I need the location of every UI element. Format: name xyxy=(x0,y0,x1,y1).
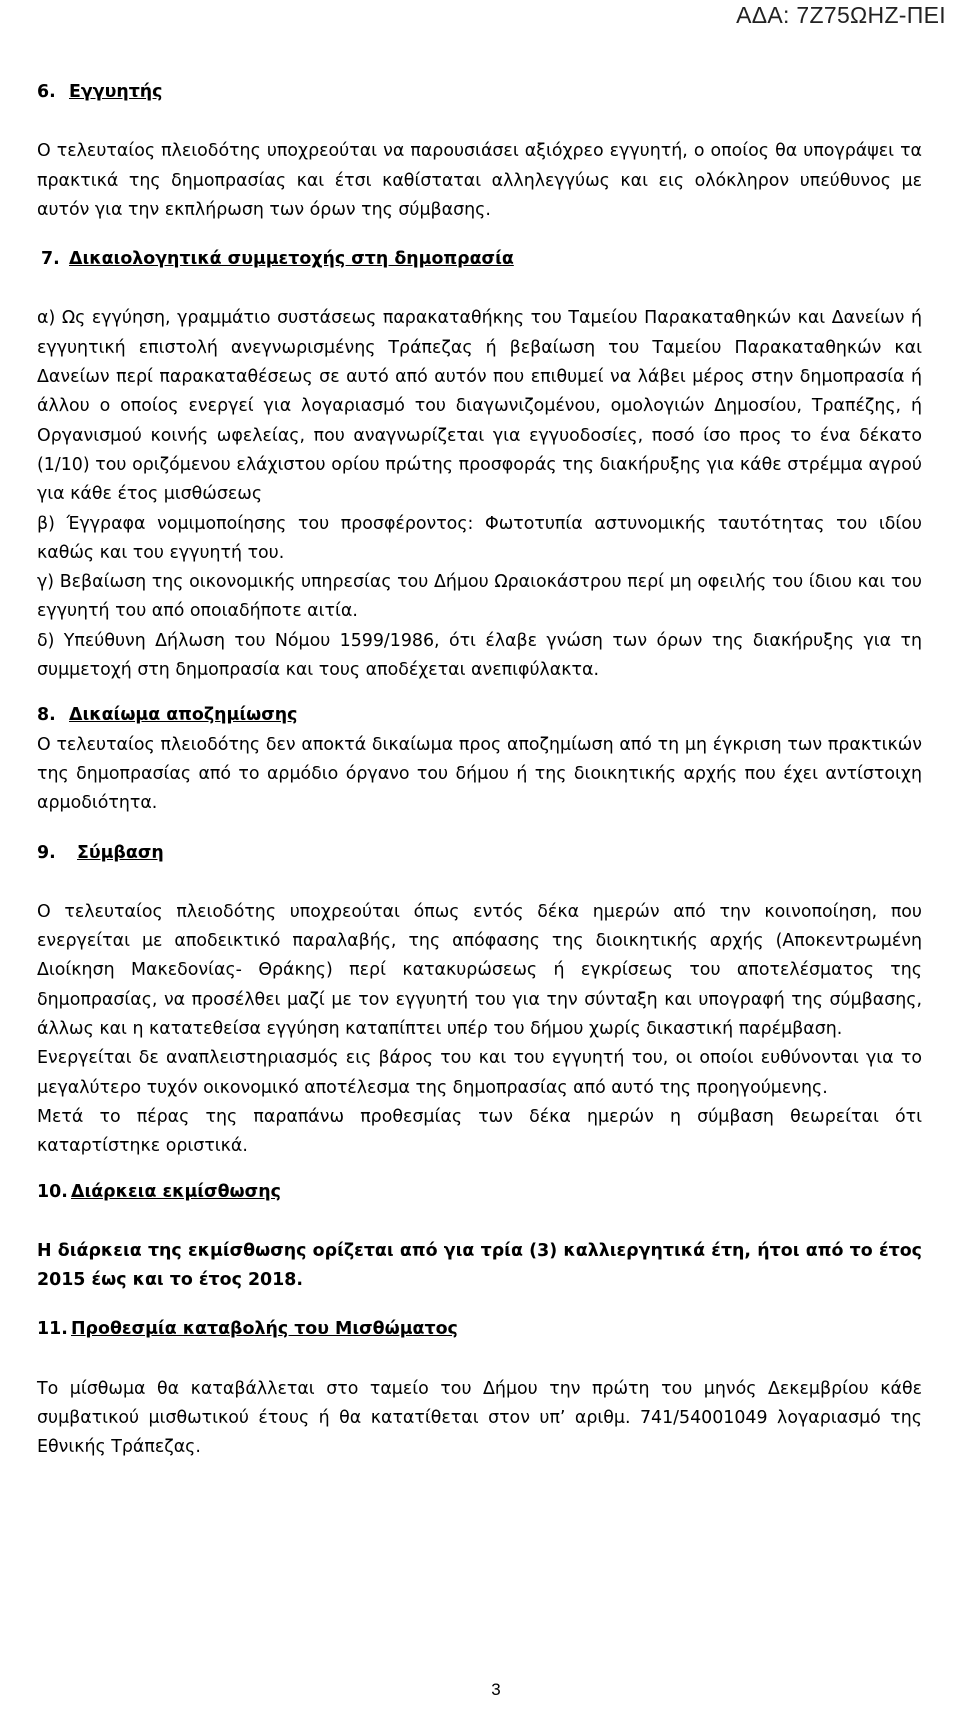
paragraph-a: α) Ως εγγύηση, γραμμάτιο συστάσεως παρακαταθήκης του Ταμείου Παρακαταθηκών και Δανείων ή εγγυητική επιστολή ανεγνωρισμένης Τράπεζας ή βεβαίωση του Ταμείου Παρακαταθηκών και Δανείων περί παρακαταθέσεως σε αυτό από αυτόν που επιθυμεί να λάβει μέρος στην δημοπρασία ή άλλου ο οποίος ενεργεί για λογαριασμό του διαγωνιζομένου, ομολογιών Δημοσίου, Τραπέζης, ή Οργανισμού κοινής ωφελείας, που αναγνωρίζεται για εγγυοδοσίες, ποσό ίσο προς το ένα δέκατο (1/10) του οριζόμενου ελάχιστου ορίου πρώτης προσφοράς της διακήρυξης για κάθε στρέμμα αγρού για κάθε έτος μισθώσεως xyxy=(37,308,922,505)
section-number: 7. xyxy=(41,249,60,270)
section-number: 6. xyxy=(37,82,56,102)
section-title: Προθεσμία καταβολής του Μισθώματος xyxy=(71,1319,458,1340)
paragraph: Ο τελευταίος πλειοδότης δεν αποκτά δικαίωμα προς αποζημίωση από τη μη έγκριση των πρακτικών της δημοπρασίας από το αρμόδιο όργανο του δήμου ή της διοικητικής αρχής που έχει αντίστοιχη αρμοδιότητα. xyxy=(37,734,922,814)
paragraph: Μετά το πέρας της παραπάνω προθεσμίας των δέκα ημερών η σύμβαση θεωρείται ότι καταρτίστηκε οριστικά. xyxy=(37,1106,922,1157)
document-body xyxy=(37,78,922,1463)
paragraph-b: β) Έγγραφα νομιμοποίησης του προσφέροντος: Φωτοτυπία αστυνομικής ταυτότητας του ιδίου καθώς και του εγγυητή του. xyxy=(37,513,922,563)
section-9-heading xyxy=(37,839,922,868)
section-number: 11. xyxy=(37,1319,68,1340)
section-10-heading xyxy=(37,1178,922,1207)
paragraph: Ο τελευταίος πλειοδότης υποχρεούται να παρουσιάσει αξιόχρεο εγγυητή, ο οποίος θα υπογράψει τα πρακτικά της δημοπρασίας και έτσι καθίσταται αλληλεγγύως και εις ολόκληρον υπεύθυνος με αυτόν για την εκπλήρωση των όρων της σύμβασης. xyxy=(37,141,922,220)
section-8-heading xyxy=(37,701,922,730)
ada-identifier: ΑΔΑ: 7Ζ75ΩΗΖ-ΠΕΙ xyxy=(736,2,946,28)
section-title: Σύμβαση xyxy=(77,842,164,863)
section-title: Εγγυητής xyxy=(69,82,163,102)
section-title: Δικαίωμα αποζημίωσης xyxy=(69,705,298,726)
paragraph: Ενεργείται δε αναπλειστηριασμός εις βάρος του και του εγγυητή του, οι οποίοι ευθύνονται για το μεγαλύτερο τυχόν οικονομικό αποτέλεσμα της δημοπρασίας από αυτό της προηγούμενης. xyxy=(37,1048,922,1098)
section-6-heading xyxy=(37,78,922,107)
section-7-heading xyxy=(41,245,922,274)
paragraph-d: δ) Υπεύθυνη Δήλωση του Νόμου 1599/1986, ότι έλαβε γνώση των όρων της διακήρυξης για τη συμμετοχή στη δημοπρασία και τους αποδέχεται ανεπιφύλακτα. xyxy=(37,630,922,681)
section-number: 9. xyxy=(37,842,56,863)
section-11-heading xyxy=(37,1315,922,1344)
paragraph-c: γ) Βεβαίωση της οικονομικής υπηρεσίας του Δήμου Ωραιοκάστρου περί μη οφειλής του ίδιου και του εγγυητή του από οποιαδήποτε αιτία. xyxy=(37,572,922,622)
paragraph: Το μίσθωμα θα καταβάλλεται στο ταμείο του Δήμου την πρώτη του μηνός Δεκεμβρίου κάθε συμβατικού μισθωτικού έτους ή θα κατατίθεται στον υπ’ αριθμ. 741/54001049 λογαριασμό της Εθνικής Τράπεζας. xyxy=(37,1378,922,1458)
section-number: 8. xyxy=(37,705,56,726)
paragraph: Ο τελευταίος πλειοδότης υποχρεούται όπως εντός δέκα ημερών από την κοινοποίηση, που ενεργείται με αποδεικτικό παραλαβής, της απόφασης της διοικητικής αρχής (Αποκεντρωμένη Διοίκηση Μακεδονίας- Θράκης) περί κατακυρώσεως ή εγκρίσεως του αποτελέσματος της δημοπρασίας, να προσέλθει μαζί με τον εγγυητή του για την σύνταξη και υπογραφή της σύμβασης, άλλως και η κατατεθείσα εγγύηση καταπίπτει υπέρ του δήμου χωρίς δικαστική παρέμβαση. xyxy=(37,901,922,1040)
page-number: 3 xyxy=(491,1680,501,1699)
section-title: Διάρκεια εκμίσθωσης xyxy=(71,1181,281,1202)
paragraph-bold: Η διάρκεια της εκμίσθωσης ορίζεται από για τρία (3) καλλιεργητικά έτη, ήτοι από το έτος 2015 έως και το έτος 2018. xyxy=(37,1240,922,1291)
section-title: Δικαιολογητικά συμμετοχής στη δημοπρασία xyxy=(69,249,514,270)
section-number: 10. xyxy=(37,1181,68,1202)
